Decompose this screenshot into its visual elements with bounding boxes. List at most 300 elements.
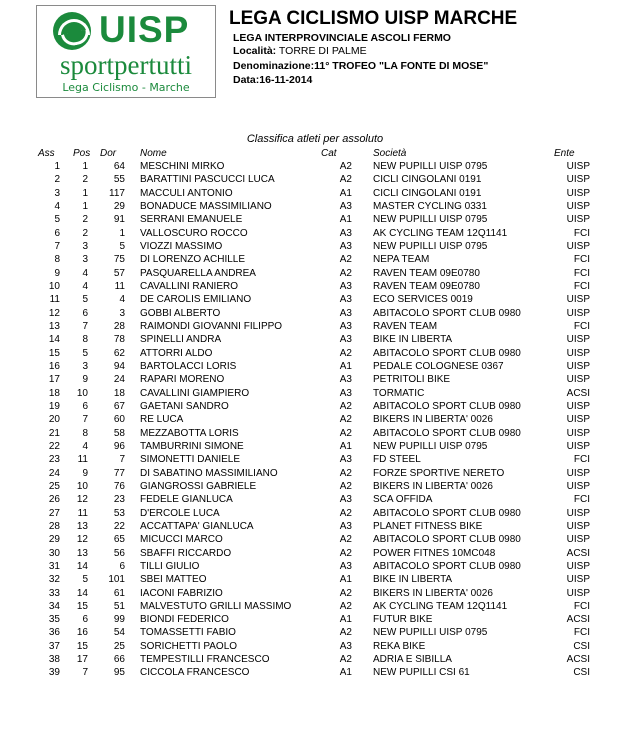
- cell-ass: 8: [54, 254, 60, 266]
- cell-societa: SCA OFFIDA: [373, 494, 433, 506]
- cell-cat: A1: [339, 574, 352, 586]
- cell-societa: NEW PUPILLI UISP 0795: [373, 240, 488, 252]
- cell-dor: 23: [113, 494, 125, 506]
- table-row: [0, 227, 630, 240]
- denominazione-label: Denominazione:: [233, 60, 315, 72]
- cell-cat: A3: [339, 294, 352, 306]
- cell-nome: GOBBI ALBERTO: [140, 307, 221, 319]
- cell-pos: 1: [82, 200, 88, 212]
- table-row: [0, 213, 630, 226]
- cell-nome: MACCULI ANTONIO: [140, 187, 233, 199]
- cell-dor: 60: [113, 414, 125, 426]
- cell-ente: ACSI: [566, 654, 590, 666]
- cell-societa: AK CYCLING TEAM 12Q1141: [373, 600, 508, 612]
- cell-ente: UISP: [566, 480, 590, 492]
- cell-ente: UISP: [566, 214, 590, 226]
- table-row: [0, 413, 630, 426]
- cell-societa: REKA BIKE: [373, 640, 426, 652]
- table-row: [0, 547, 630, 560]
- cell-dor: 29: [113, 200, 125, 212]
- cell-dor: 117: [109, 187, 125, 199]
- table-row: [0, 640, 630, 653]
- cell-pos: 5: [82, 574, 88, 586]
- cell-ass: 22: [48, 440, 60, 452]
- cell-pos: 2: [82, 227, 88, 239]
- cell-ass: 39: [48, 667, 60, 679]
- cell-cat: A3: [339, 227, 352, 239]
- cell-nome: TEMPESTILLI FRANCESCO: [140, 654, 270, 666]
- cell-dor: 66: [113, 654, 125, 666]
- cell-ass: 23: [48, 454, 60, 466]
- denominazione-value: 11° TROFEO "LA FONTE DI MOSE": [314, 60, 489, 72]
- cell-dor: 3: [119, 307, 125, 319]
- cell-nome: ACCATTAPA' GIANLUCA: [140, 520, 254, 532]
- cell-ente: UISP: [566, 360, 590, 372]
- cell-ass: 12: [48, 307, 60, 319]
- cell-ente: FCI: [573, 254, 590, 266]
- localita-label: Località:: [233, 45, 277, 57]
- cell-societa: RAVEN TEAM 09E0780: [373, 280, 480, 292]
- cell-nome: FEDELE GIANLUCA: [140, 494, 233, 506]
- cell-nome: RAPARI MORENO: [140, 374, 225, 386]
- cell-societa: ABITACOLO SPORT CLUB 0980: [373, 560, 521, 572]
- logo-slogan: sportpertutti: [60, 50, 192, 80]
- cell-pos: 14: [76, 560, 88, 572]
- cell-pos: 3: [82, 240, 88, 252]
- cell-pos: 3: [82, 254, 88, 266]
- cell-dor: 64: [113, 161, 125, 172]
- localita-line: [233, 45, 367, 58]
- cell-dor: 1: [119, 227, 125, 239]
- results-table: [0, 160, 630, 680]
- cell-societa: ABITACOLO SPORT CLUB 0980: [373, 400, 521, 412]
- cell-dor: 56: [113, 547, 125, 559]
- cell-nome: RE LUCA: [140, 414, 184, 426]
- cell-cat: A1: [339, 360, 352, 372]
- table-row: [0, 400, 630, 413]
- cell-ass: 18: [48, 387, 60, 399]
- cell-pos: 5: [82, 347, 88, 359]
- cell-ente: UISP: [566, 294, 590, 306]
- cell-ass: 26: [48, 494, 60, 506]
- cell-cat: A2: [339, 480, 352, 492]
- table-row: [0, 427, 630, 440]
- cell-pos: 2: [82, 174, 88, 186]
- cell-cat: A2: [339, 547, 352, 559]
- cell-ass: 4: [54, 200, 60, 212]
- cell-ass: 27: [48, 507, 60, 519]
- cell-ass: 21: [48, 427, 60, 439]
- cell-societa: NEW PUPILLI UISP 0795: [373, 161, 488, 172]
- cell-ente: ACSI: [566, 614, 590, 626]
- cell-societa: NEW PUPILLI UISP 0795: [373, 627, 488, 639]
- cell-nome: BIONDI FEDERICO: [140, 614, 229, 626]
- cell-nome: DE CAROLIS EMILIANO: [140, 294, 252, 306]
- cell-dor: 11: [114, 280, 125, 292]
- cell-nome: TAMBURRINI SIMONE: [140, 440, 244, 452]
- cell-nome: RAIMONDI GIOVANNI FILIPPO: [140, 320, 283, 332]
- cell-dor: 94: [113, 360, 125, 372]
- cell-nome: MICUCCI MARCO: [140, 534, 223, 546]
- cell-ass: 24: [48, 467, 60, 479]
- cell-societa: PLANET FITNESS BIKE: [373, 520, 483, 532]
- table-row: [0, 626, 630, 639]
- table-row: [0, 280, 630, 293]
- table-row: [0, 360, 630, 373]
- cell-pos: 10: [76, 387, 88, 399]
- cell-ass: 13: [48, 320, 60, 332]
- cell-pos: 2: [82, 214, 88, 226]
- sub-organization: LEGA INTERPROVINCIALE ASCOLI FERMO: [233, 32, 451, 44]
- cell-pos: 9: [82, 374, 88, 386]
- cell-pos: 4: [82, 267, 88, 279]
- cell-nome: GAETANI SANDRO: [140, 400, 229, 412]
- cell-cat: A1: [339, 440, 352, 452]
- cell-societa: ABITACOLO SPORT CLUB 0980: [373, 427, 521, 439]
- cell-dor: 67: [113, 400, 125, 412]
- cell-cat: A3: [339, 560, 352, 572]
- cell-societa: NEW PUPILLI UISP 0795: [373, 440, 488, 452]
- cell-ente: UISP: [566, 414, 590, 426]
- cell-ass: 11: [49, 294, 60, 306]
- table-row: [0, 200, 630, 213]
- cell-nome: CAVALLINI GIAMPIERO: [140, 387, 250, 399]
- cell-pos: 8: [82, 334, 88, 346]
- cell-dor: 78: [113, 334, 125, 346]
- cell-societa: ADRIA E SIBILLA: [373, 654, 452, 666]
- cell-societa: NEW PUPILLI CSI 61: [373, 667, 470, 679]
- cell-nome: SORICHETTI PAOLO: [140, 640, 238, 652]
- cell-nome: MESCHINI MIRKO: [140, 161, 225, 172]
- cell-pos: 15: [76, 640, 88, 652]
- cell-ass: 10: [48, 280, 60, 292]
- cell-dor: 28: [113, 320, 125, 332]
- table-row: [0, 653, 630, 666]
- table-row: [0, 160, 630, 173]
- date-value: 16-11-2014: [259, 74, 313, 86]
- cell-societa: FORZE SPORTIVE NERETO: [373, 467, 505, 479]
- cell-dor: 5: [119, 240, 125, 252]
- cell-societa: FD STEEL: [373, 454, 421, 466]
- cell-dor: 51: [113, 600, 125, 612]
- cell-pos: 15: [76, 600, 88, 612]
- cell-pos: 6: [82, 307, 88, 319]
- cell-societa: TORMATIC: [373, 387, 425, 399]
- header-pos: Pos: [73, 148, 91, 159]
- cell-pos: 12: [76, 494, 88, 506]
- cyclist-emblem-icon: [53, 12, 91, 50]
- cell-cat: A2: [339, 427, 352, 439]
- cell-pos: 5: [82, 294, 88, 306]
- cell-cat: A3: [339, 320, 352, 332]
- cell-nome: SBEI MATTEO: [140, 574, 207, 586]
- cell-societa: POWER FITNES 10MC048: [373, 547, 496, 559]
- cell-societa: NEW PUPILLI UISP 0795: [373, 214, 488, 226]
- cell-nome: MALVESTUTO GRILLI MASSIMO: [140, 600, 292, 612]
- table-row: [0, 480, 630, 493]
- cell-nome: VALLOSCURO ROCCO: [140, 227, 248, 239]
- cell-societa: ABITACOLO SPORT CLUB 0980: [373, 347, 521, 359]
- cell-ass: 37: [48, 640, 60, 652]
- cell-pos: 6: [82, 614, 88, 626]
- cell-societa: ABITACOLO SPORT CLUB 0980: [373, 534, 521, 546]
- cell-ass: 3: [54, 187, 60, 199]
- cell-nome: D'ERCOLE LUCA: [140, 507, 220, 519]
- cell-ente: ACSI: [566, 547, 590, 559]
- cell-nome: SBAFFI RICCARDO: [140, 547, 232, 559]
- cell-cat: A3: [339, 334, 352, 346]
- cell-dor: 61: [113, 587, 125, 599]
- cell-ass: 5: [54, 214, 60, 226]
- table-row: [0, 240, 630, 253]
- cell-pos: 12: [76, 534, 88, 546]
- cell-cat: A3: [339, 240, 352, 252]
- cell-dor: 76: [113, 480, 125, 492]
- table-row: [0, 587, 630, 600]
- cell-societa: PETRITOLI BIKE: [373, 374, 451, 386]
- cell-societa: BIKE IN LIBERTA: [373, 574, 453, 586]
- cell-pos: 1: [82, 161, 88, 172]
- cell-ente: UISP: [566, 200, 590, 212]
- table-row: [0, 187, 630, 200]
- header-ente: Ente: [554, 148, 575, 159]
- cell-societa: CICLI CINGOLANI 0191: [373, 174, 482, 186]
- cell-dor: 53: [113, 507, 125, 519]
- cell-dor: 77: [113, 467, 125, 479]
- cell-nome: CICCOLA FRANCESCO: [140, 667, 250, 679]
- header-societa: Società: [373, 148, 407, 159]
- cell-pos: 4: [82, 440, 88, 452]
- cell-societa: PEDALE COLOGNESE 0367: [373, 360, 504, 372]
- cell-ente: UISP: [566, 161, 590, 172]
- cell-ente: FCI: [573, 320, 590, 332]
- table-row: [0, 573, 630, 586]
- cell-ass: 9: [54, 267, 60, 279]
- cell-societa: MASTER CYCLING 0331: [373, 200, 487, 212]
- cell-ente: UISP: [566, 174, 590, 186]
- cell-cat: A3: [339, 307, 352, 319]
- denominazione-line: [233, 60, 488, 73]
- cell-societa: BIKE IN LIBERTA: [373, 334, 453, 346]
- cell-cat: A3: [339, 200, 352, 212]
- table-row: [0, 267, 630, 280]
- cell-societa: BIKERS IN LIBERTA' 0026: [373, 587, 493, 599]
- header-cat: Cat: [321, 148, 337, 159]
- cell-cat: A2: [339, 534, 352, 546]
- logo-tagline: Lega Ciclismo - Marche: [62, 81, 190, 94]
- cell-dor: 7: [119, 454, 125, 466]
- cell-nome: CAVALLINI RANIERO: [140, 280, 238, 292]
- cell-cat: A2: [339, 507, 352, 519]
- cell-ente: FCI: [573, 627, 590, 639]
- table-row: [0, 320, 630, 333]
- table-row: [0, 666, 630, 679]
- cell-dor: 4: [119, 294, 125, 306]
- cell-cat: A2: [339, 414, 352, 426]
- cell-dor: 25: [113, 640, 125, 652]
- cell-nome: SERRANI EMANUELE: [140, 214, 243, 226]
- table-row: [0, 253, 630, 266]
- cell-ass: 33: [48, 587, 60, 599]
- table-row: [0, 440, 630, 453]
- cell-societa: ABITACOLO SPORT CLUB 0980: [373, 307, 521, 319]
- table-row: [0, 560, 630, 573]
- table-row: [0, 373, 630, 386]
- cell-cat: A2: [339, 254, 352, 266]
- cell-cat: A1: [339, 214, 352, 226]
- cell-cat: A2: [339, 654, 352, 666]
- table-row: [0, 333, 630, 346]
- table-row: [0, 533, 630, 546]
- cell-dor: 99: [113, 614, 125, 626]
- table-row: [0, 613, 630, 626]
- cell-dor: 62: [113, 347, 125, 359]
- cell-ass: 17: [48, 374, 60, 386]
- cell-dor: 75: [113, 254, 125, 266]
- cell-ente: UISP: [566, 334, 590, 346]
- cell-pos: 17: [76, 654, 88, 666]
- cell-ente: UISP: [566, 507, 590, 519]
- cell-pos: 9: [82, 467, 88, 479]
- date-line: [233, 74, 312, 87]
- cell-cat: A2: [339, 600, 352, 612]
- cell-pos: 4: [82, 280, 88, 292]
- cell-pos: 16: [76, 627, 88, 639]
- cell-nome: TILLI GIULIO: [140, 560, 200, 572]
- cell-societa: RAVEN TEAM: [373, 320, 438, 332]
- cell-ass: 15: [48, 347, 60, 359]
- cell-pos: 8: [82, 427, 88, 439]
- cell-dor: 55: [113, 174, 125, 186]
- cell-dor: 24: [113, 374, 125, 386]
- cell-ente: UISP: [566, 440, 590, 452]
- cell-cat: A2: [339, 627, 352, 639]
- cell-ente: CSI: [573, 640, 590, 652]
- cell-pos: 14: [76, 587, 88, 599]
- cell-ente: FCI: [573, 227, 590, 239]
- cell-pos: 11: [77, 507, 88, 519]
- cell-societa: BIKERS IN LIBERTA' 0026: [373, 480, 493, 492]
- cell-cat: A2: [339, 347, 352, 359]
- table-row: [0, 520, 630, 533]
- cell-pos: 11: [77, 454, 88, 466]
- cell-pos: 7: [82, 414, 88, 426]
- cell-cat: A2: [339, 467, 352, 479]
- table-row: [0, 307, 630, 320]
- cell-nome: BONADUCE MASSIMILIANO: [140, 200, 272, 212]
- table-row: [0, 600, 630, 613]
- cell-ass: 30: [48, 547, 60, 559]
- cell-nome: IACONI FABRIZIO: [140, 587, 223, 599]
- cell-nome: VIOZZI MASSIMO: [140, 240, 223, 252]
- table-row: [0, 507, 630, 520]
- cell-nome: ATTORRI ALDO: [140, 347, 213, 359]
- cell-cat: A1: [339, 187, 352, 199]
- cell-pos: 10: [76, 480, 88, 492]
- cell-ente: UISP: [566, 560, 590, 572]
- cell-societa: BIKERS IN LIBERTA' 0026: [373, 414, 493, 426]
- cell-pos: 3: [82, 360, 88, 372]
- cell-ente: UISP: [566, 400, 590, 412]
- cell-ente: UISP: [566, 240, 590, 252]
- cell-dor: 18: [113, 387, 125, 399]
- cell-ass: 16: [48, 360, 60, 372]
- cell-pos: 6: [82, 400, 88, 412]
- uisp-logo: [36, 5, 216, 98]
- cell-ass: 38: [48, 654, 60, 666]
- cell-dor: 54: [113, 627, 125, 639]
- cell-societa: AK CYCLING TEAM 12Q1141: [373, 227, 508, 239]
- cell-cat: A1: [339, 614, 352, 626]
- cell-dor: 65: [113, 534, 125, 546]
- cell-pos: 1: [82, 187, 88, 199]
- cell-cat: A2: [339, 400, 352, 412]
- table-row: [0, 493, 630, 506]
- table-row: [0, 293, 630, 306]
- cell-cat: A3: [339, 454, 352, 466]
- cell-ass: 2: [54, 174, 60, 186]
- cell-cat: A3: [339, 640, 352, 652]
- header-nome: Nome: [140, 148, 167, 159]
- cell-societa: ABITACOLO SPORT CLUB 0980: [373, 507, 521, 519]
- cell-ente: FCI: [573, 280, 590, 292]
- cell-cat: A3: [339, 520, 352, 532]
- table-row: [0, 173, 630, 186]
- cell-ass: 28: [48, 520, 60, 532]
- cell-ass: 32: [48, 574, 60, 586]
- cell-nome: SIMONETTI DANIELE: [140, 454, 241, 466]
- cell-ente: FCI: [573, 454, 590, 466]
- cell-ente: UISP: [566, 307, 590, 319]
- cell-nome: TOMASSETTI FABIO: [140, 627, 236, 639]
- cell-dor: 58: [113, 427, 125, 439]
- localita-value: TORRE DI PALME: [278, 45, 367, 57]
- table-row: [0, 453, 630, 466]
- header-ass: Ass: [38, 148, 55, 159]
- cell-pos: 7: [82, 320, 88, 332]
- cell-dor: 57: [113, 267, 125, 279]
- cell-ass: 14: [48, 334, 60, 346]
- cell-cat: A3: [339, 280, 352, 292]
- cell-nome: DI LORENZO ACHILLE: [140, 254, 246, 266]
- cell-ass: 25: [48, 480, 60, 492]
- table-row: [0, 387, 630, 400]
- cell-societa: NEPA TEAM: [373, 254, 430, 266]
- cell-dor: 6: [119, 560, 125, 572]
- cell-ass: 20: [48, 414, 60, 426]
- cell-ente: UISP: [566, 574, 590, 586]
- cell-ente: FCI: [573, 494, 590, 506]
- table-header: [0, 147, 630, 160]
- cell-cat: A2: [339, 267, 352, 279]
- cell-dor: 101: [108, 574, 125, 586]
- cell-ente: FCI: [573, 267, 590, 279]
- cell-dor: 95: [113, 667, 125, 679]
- cell-ente: UISP: [566, 520, 590, 532]
- cell-cat: A3: [339, 387, 352, 399]
- cell-ente: CSI: [573, 667, 590, 679]
- cell-ente: UISP: [566, 534, 590, 546]
- cell-ass: 36: [48, 627, 60, 639]
- cell-ass: 31: [48, 560, 60, 572]
- cell-societa: ECO SERVICES 0019: [373, 294, 473, 306]
- cell-ente: UISP: [566, 467, 590, 479]
- cell-pos: 13: [76, 520, 88, 532]
- cell-ass: 1: [54, 161, 60, 172]
- cell-ass: 35: [48, 614, 60, 626]
- cell-ass: 19: [48, 400, 60, 412]
- table-row: [0, 347, 630, 360]
